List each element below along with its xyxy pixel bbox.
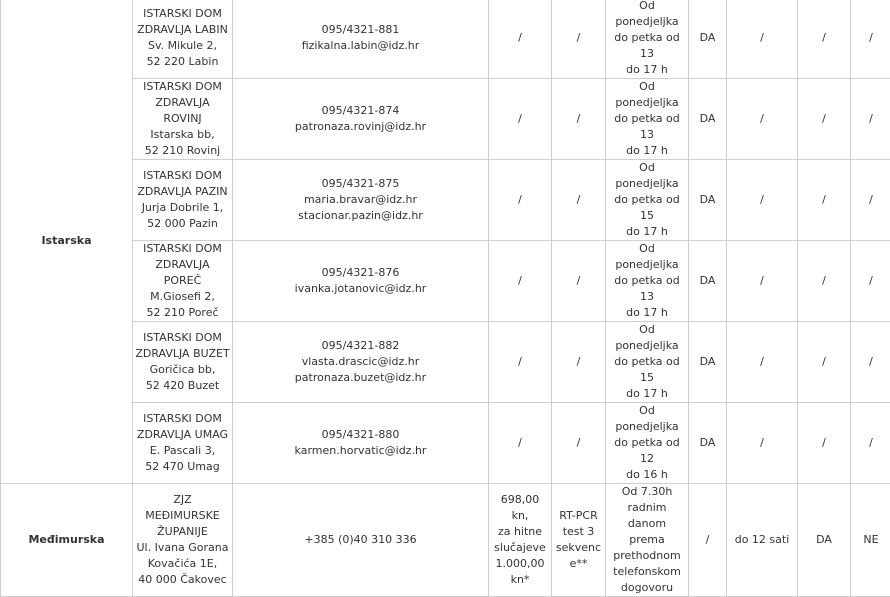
value-cell: / xyxy=(798,79,851,160)
contact-cell: 095/4321-875 maria.bravar@idz.hr stacionar.pazin@idz.hr xyxy=(233,160,489,241)
working-hours-cell: Od ponedjeljka do petka od 15 do 17 h xyxy=(606,160,689,241)
value-cell: / xyxy=(727,160,798,241)
value-cell: / xyxy=(798,403,851,484)
value-cell: DA xyxy=(689,0,727,79)
value-cell: DA xyxy=(689,160,727,241)
test-type-cell: / xyxy=(552,0,606,79)
table-row xyxy=(1,79,890,160)
test-type-cell: / xyxy=(552,160,606,241)
value-cell: DA xyxy=(689,241,727,322)
contact-cell: 095/4321-880 karmen.horvatic@idz.hr xyxy=(233,403,489,484)
value-cell: / xyxy=(727,79,798,160)
value-cell: / xyxy=(727,403,798,484)
value-cell: / xyxy=(727,0,798,79)
test-type-cell: / xyxy=(552,241,606,322)
table-row xyxy=(1,322,890,403)
value-cell: NE xyxy=(851,484,890,597)
institution-cell: ZJZ MEĐIMURSKE ŽUPANIJE Ul. Ivana Gorana Kovačića 1E, 40 000 Čakovec xyxy=(133,484,233,597)
value-cell: DA xyxy=(689,79,727,160)
institution-cell: ISTARSKI DOM ZDRAVLJA LABIN Sv. Mikule 2, 52 220 Labin xyxy=(133,0,233,79)
institution-cell: ISTARSKI DOM ZDRAVLJA BUZET Goričica bb, 52 420 Buzet xyxy=(133,322,233,403)
value-cell: / xyxy=(851,160,890,241)
value-cell: / xyxy=(727,241,798,322)
table-row xyxy=(1,160,890,241)
value-cell: DA xyxy=(689,403,727,484)
value-cell: / xyxy=(798,160,851,241)
value-cell: do 12 sati xyxy=(727,484,798,597)
working-hours-cell: Od ponedjeljka do petka od 13 do 17 h xyxy=(606,241,689,322)
value-cell: / xyxy=(798,322,851,403)
institution-cell: ISTARSKI DOM ZDRAVLJA UMAG E. Pascali 3, 52 470 Umag xyxy=(133,403,233,484)
value-cell: DA xyxy=(798,484,851,597)
price-cell: / xyxy=(489,241,552,322)
table-row xyxy=(1,241,890,322)
value-cell: / xyxy=(798,241,851,322)
working-hours-cell: Od 7.30h radnim danom prema prethodnom telefonskom dogovoru xyxy=(606,484,689,597)
price-cell: / xyxy=(489,0,552,79)
value-cell: / xyxy=(851,79,890,160)
price-cell: / xyxy=(489,160,552,241)
contact-cell: 095/4321-874 patronaza.rovinj@idz.hr xyxy=(233,79,489,160)
test-type-cell: / xyxy=(552,322,606,403)
institution-cell: ISTARSKI DOM ZDRAVLJA ROVINJ Istarska bb, 52 210 Rovinj xyxy=(133,79,233,160)
value-cell: / xyxy=(851,0,890,79)
test-type-cell: / xyxy=(552,79,606,160)
working-hours-cell: Od ponedjeljka do petka od 13 do 17 h xyxy=(606,79,689,160)
value-cell: DA xyxy=(689,322,727,403)
region-cell: Istarska xyxy=(1,0,133,484)
contact-cell: 095/4321-876 ivanka.jotanovic@idz.hr xyxy=(233,241,489,322)
contact-cell: +385 (0)40 310 336 xyxy=(233,484,489,597)
working-hours-cell: Od ponedjeljka do petka od 15 do 17 h xyxy=(606,322,689,403)
price-cell: 698,00 kn, za hitne slučajeve 1.000,00 kn* xyxy=(489,484,552,597)
value-cell: / xyxy=(851,403,890,484)
contact-cell: 095/4321-882 vlasta.drascic@idz.hr patronaza.buzet@idz.hr xyxy=(233,322,489,403)
table-row xyxy=(1,484,890,597)
table-row xyxy=(1,403,890,484)
working-hours-cell: Od ponedjeljka do petka od 12 do 16 h xyxy=(606,403,689,484)
region-cell: Međimurska xyxy=(1,484,133,597)
value-cell: / xyxy=(689,484,727,597)
institution-cell: ISTARSKI DOM ZDRAVLJA PAZIN Jurja Dobrile 1, 52 000 Pazin xyxy=(133,160,233,241)
value-cell: / xyxy=(851,241,890,322)
institution-cell: ISTARSKI DOM ZDRAVLJA POREČ M.Giosefi 2, 52 210 Poreč xyxy=(133,241,233,322)
working-hours-cell: Od ponedjeljka do petka od 13 do 17 h xyxy=(606,0,689,79)
price-cell: / xyxy=(489,79,552,160)
table-row xyxy=(1,0,890,79)
value-cell: / xyxy=(727,322,798,403)
value-cell: / xyxy=(798,0,851,79)
value-cell: / xyxy=(851,322,890,403)
price-cell: / xyxy=(489,403,552,484)
test-type-cell: RT-PCR test 3 sekvence** xyxy=(552,484,606,597)
price-cell: / xyxy=(489,322,552,403)
contact-cell: 095/4321-881 fizikalna.labin@idz.hr xyxy=(233,0,489,79)
test-type-cell: / xyxy=(552,403,606,484)
